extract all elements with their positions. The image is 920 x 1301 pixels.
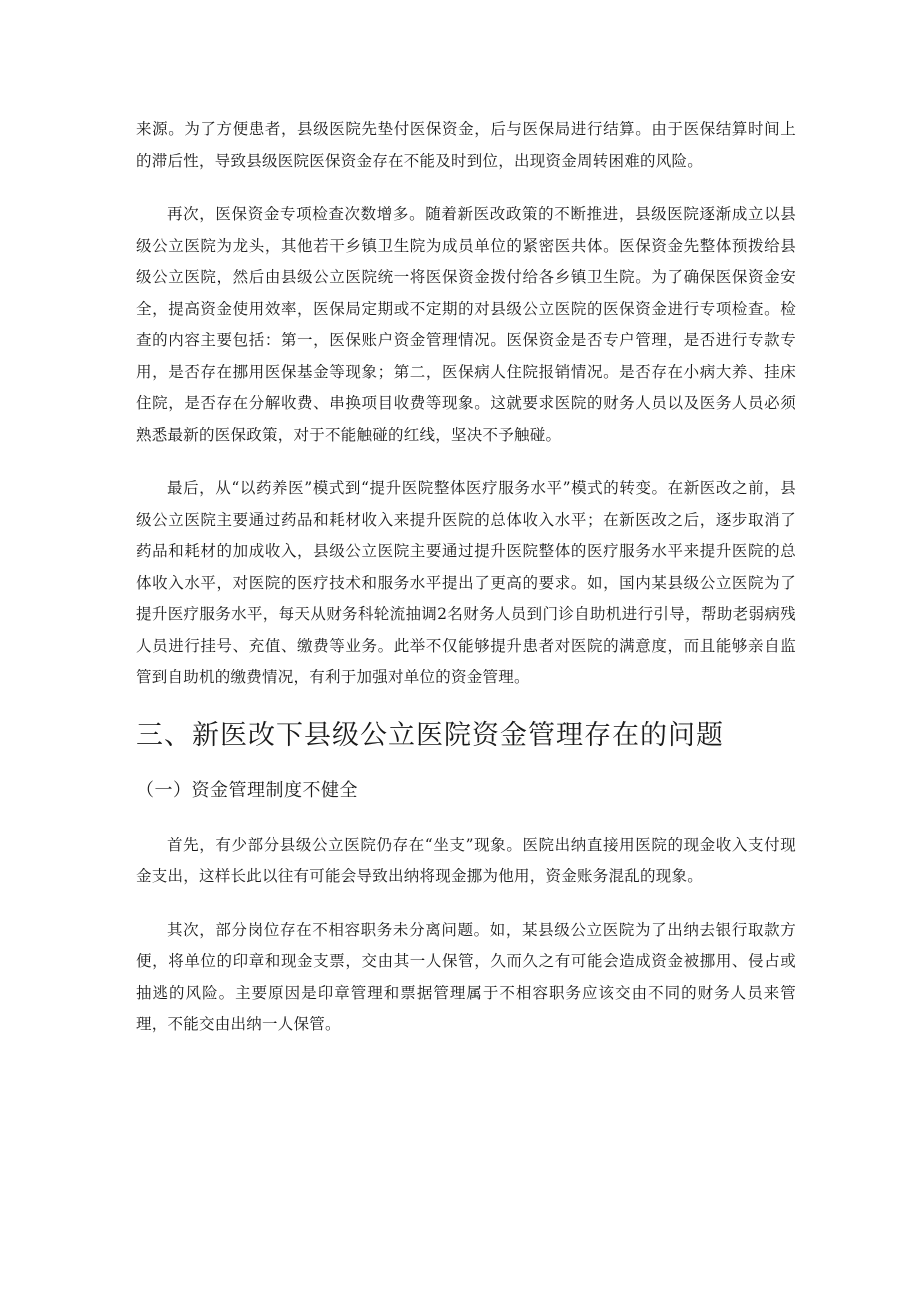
section-heading: 三、新医改下县级公立医院资金管理存在的问题 xyxy=(136,719,724,751)
paragraph-finally: 最后，从“以药养医”模式到“提升医院整体医疗服务水平”模式的转变。在新医改之前，县级公立医院主要通过药品和耗材收入来提升医院的总体收入水平；在新医改之后，逐步取消了药品和耗材的加成收入，县级公立医院主要通过提升医院整体的医疗服务水平来提升医院的总体收入水平，对医院的医疗技术和服务水平提出了更高的要求。如，国内某县级公立医院为了提升医疗服务水平，每天从财务科轮流抽调2名财务人员到门诊自助机进行引导，帮助老弱病残人员进行挂号、充值、缴费等业务。此举不仅能够提升患者对医院的满意度，而且能够亲自监管到自助机的缴费情况，有利于加强对单位的资金管理。 xyxy=(136,479,796,686)
document-page xyxy=(136,114,796,1063)
subsection-heading: （一）资金管理制度不健全 xyxy=(136,779,358,801)
paragraph-first: 首先，有少部分县级公立医院仍存在“坐支”现象。医院出纳直接用医院的现金收入支付现金支出，这样长此以往有可能会导致出纳将现金挪为他用，资金账务混乱的现象。 xyxy=(136,835,796,885)
paragraph-continued: 来源。为了方便患者，县级医院先垫付医保资金，后与医保局进行结算。由于医保结算时间上的滞后性，导致县级医院医保资金存在不能及时到位，出现资金周转困难的风险。 xyxy=(136,120,796,170)
paragraph-second: 其次，部分岗位存在不相容职务未分离问题。如，某县级公立医院为了出纳去银行取款方便，将单位的印章和现金支票，交由其一人保管，久而久之有可能会造成资金被挪用、侵占或抽逃的风险。主要原因是印章管理和票据管理属于不相容职务应该交由不同的财务人员来管理，不能交由出纳一人保管。 xyxy=(136,920,796,1033)
paragraph-again: 再次，医保资金专项检查次数增多。随着新医改政策的不断推进，县级医院逐渐成立以县级公立医院为龙头，其他若干乡镇卫生院为成员单位的紧密医共体。医保资金先整体预拨给县级公立医院，然后由县级公立医院统一将医保资金拨付给各乡镇卫生院。为了确保医保资金安全，提高资金使用效率，医保局定期或不定期的对县级公立医院的医保资金进行专项检查。检查的内容主要包括：第一，医保账户资金管理情况。医保资金是否专户管理，是否进行专款专用，是否存在挪用医保基金等现象；第二，医保病人住院报销情况。是否存在小病大养、挂床住院，是否存在分解收费、串换项目收费等现象。这就要求医院的财务人员以及医务人员必须熟悉最新的医保政策，对于不能触碰的红线，坚决不予触碰。 xyxy=(136,205,796,444)
